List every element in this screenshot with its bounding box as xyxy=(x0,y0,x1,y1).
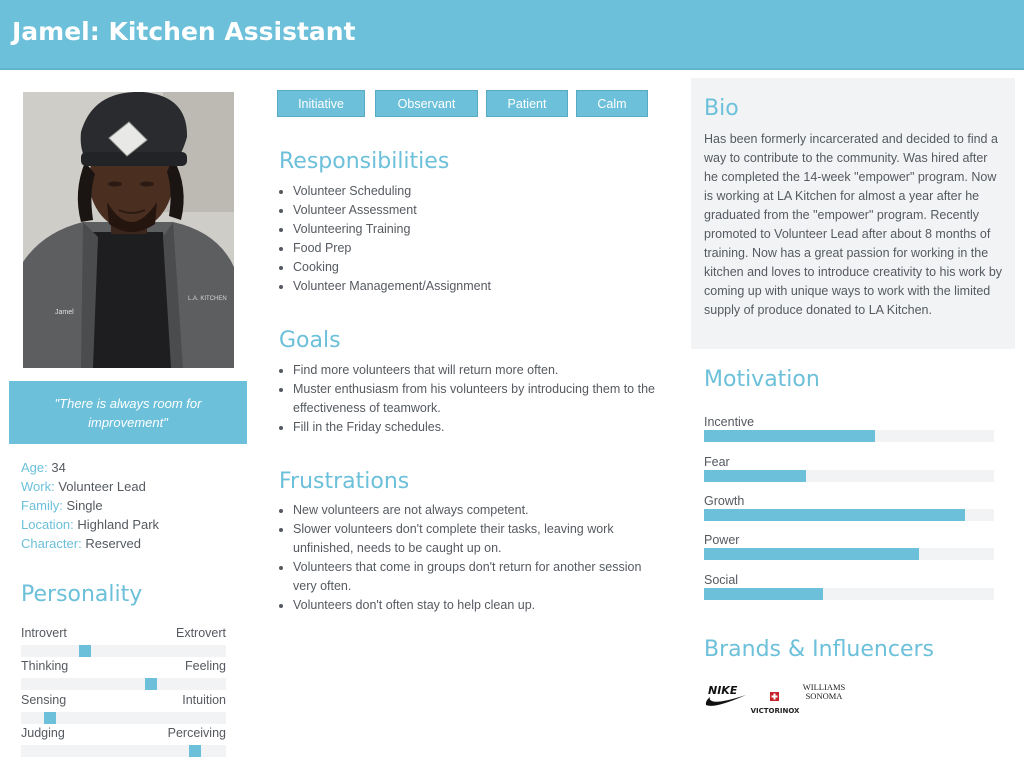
motivation-bar xyxy=(704,494,994,508)
trait-tag-patient: Patient xyxy=(486,90,568,117)
motivation-label: Growth xyxy=(704,494,745,508)
fact-key: Work: xyxy=(21,479,55,494)
motivation-bar xyxy=(704,573,994,587)
fact-age xyxy=(21,458,159,477)
personality-title: Personality xyxy=(21,582,143,607)
fact-key: Age: xyxy=(21,460,48,475)
list-item: • Muster enthusiasm from his volunteers by introducing them to the effectiveness of teamwork. xyxy=(293,380,673,418)
fact-value: Volunteer Lead xyxy=(58,479,146,494)
trait-tag-initiative: Initiative xyxy=(277,90,365,117)
responsibilities-title: Responsibilities xyxy=(279,149,450,174)
list-item: • Slower volunteers don't complete their tasks, leaving work unfinished, needs to be caught up on. xyxy=(293,520,655,558)
brands-title: Brands & Influencers xyxy=(704,637,934,662)
persona-illustration xyxy=(23,92,234,368)
persona-photo xyxy=(23,92,234,368)
motivation-bar xyxy=(704,533,994,547)
scale-left-label: Sensing xyxy=(21,693,67,707)
motivation-label: Incentive xyxy=(704,415,755,429)
fact-value: Single xyxy=(66,498,103,513)
svg-text:NIKE: NIKE xyxy=(708,684,738,697)
scale-marker xyxy=(145,678,157,690)
frustrations-list xyxy=(279,501,655,615)
goals-title: Goals xyxy=(279,328,341,353)
list-item: • Food Prep xyxy=(293,239,673,258)
scale-marker xyxy=(44,712,56,724)
scale-right-label: Perceiving xyxy=(167,726,226,740)
nike-logo xyxy=(704,683,748,714)
photo-cap-text: L.A. KITCHEN xyxy=(188,296,227,302)
list-item: • Volunteers don't often stay to help clean up. xyxy=(293,596,655,615)
scale-left-label: Judging xyxy=(21,726,65,740)
fact-key: Character: xyxy=(21,536,82,551)
scale-track xyxy=(21,645,226,657)
fact-value: 34 xyxy=(51,460,66,475)
motivation-fill xyxy=(704,430,875,442)
list-item: • Cooking xyxy=(293,258,673,277)
bio-text: Has been formerly incarcerated and decided to find a way to contribute to the community. Was hired after he completed the 14-week "empower" program. Now is working at LA Kitchen for almost a year after he graduated from the "empower" program. Recently promoted to Volunteer Lead after about 8 months of training. Now has a great passion for working in the kitchen and loves to introduce creativity to his work by coming up with unique ways to work with the limited supply of produce donated to LA Kitchen. xyxy=(704,132,1003,317)
photo-name-tag: Jamel xyxy=(55,309,74,316)
motivation-label: Social xyxy=(704,573,739,587)
motivation-bar xyxy=(704,415,994,429)
scale-track xyxy=(21,678,226,690)
motivation-fill xyxy=(704,470,806,482)
scale-right-label: Feeling xyxy=(185,659,226,673)
motivation-label: Power xyxy=(704,533,740,547)
scale-right-label: Intuition xyxy=(182,693,226,707)
list-item: • Find more volunteers that will return more often. xyxy=(293,361,673,380)
list-item: • Volunteers that come in groups don't return for another session very often. xyxy=(293,558,655,596)
fact-work xyxy=(21,477,159,496)
motivation-fill xyxy=(704,588,823,600)
list-item: • Volunteering Training xyxy=(293,220,673,239)
fact-key: Location: xyxy=(21,517,74,532)
trait-tag-calm: Calm xyxy=(576,90,648,117)
scale-marker xyxy=(189,745,201,757)
williams-sonoma-logo: WILLIAMS SONOMA xyxy=(802,682,846,701)
scale-left-label: Thinking xyxy=(21,659,69,673)
svg-text:VICTORINOX: VICTORINOX xyxy=(750,707,800,715)
page-title: Jamel: Kitchen Assistant xyxy=(12,17,356,46)
list-item: • Fill in the Friday schedules. xyxy=(293,418,673,437)
list-item: • Volunteer Scheduling xyxy=(293,182,673,201)
list-item: • Volunteer Management/Assignment xyxy=(293,277,673,296)
goals-list xyxy=(279,361,673,437)
scale-left-label: Introvert xyxy=(21,626,67,640)
fact-value: Highland Park xyxy=(77,517,160,532)
victorinox-logo xyxy=(750,692,800,721)
bio-title: Bio xyxy=(704,96,739,121)
motivation-title: Motivation xyxy=(704,367,820,392)
fact-family xyxy=(21,496,159,515)
scale-right-label: Extrovert xyxy=(175,626,226,640)
fact-location xyxy=(21,515,159,534)
persona-facts xyxy=(21,458,159,553)
motivation-fill xyxy=(704,548,919,560)
list-item: • New volunteers are not always competent. xyxy=(293,501,655,520)
frustrations-title: Frustrations xyxy=(279,469,410,494)
trait-tag-observant: Observant xyxy=(375,90,478,117)
persona-quote: "There is always room for improvement" xyxy=(9,381,247,444)
motivation-bar xyxy=(704,455,994,469)
fact-character xyxy=(21,534,159,553)
fact-key: Family: xyxy=(21,498,63,513)
scale-marker xyxy=(79,645,91,657)
header-bar xyxy=(0,0,1024,70)
motivation-label: Fear xyxy=(704,455,730,469)
fact-value: Reserved xyxy=(85,536,141,551)
list-item: • Volunteer Assessment xyxy=(293,201,673,220)
motivation-fill xyxy=(704,509,965,521)
responsibilities-list xyxy=(279,182,673,296)
